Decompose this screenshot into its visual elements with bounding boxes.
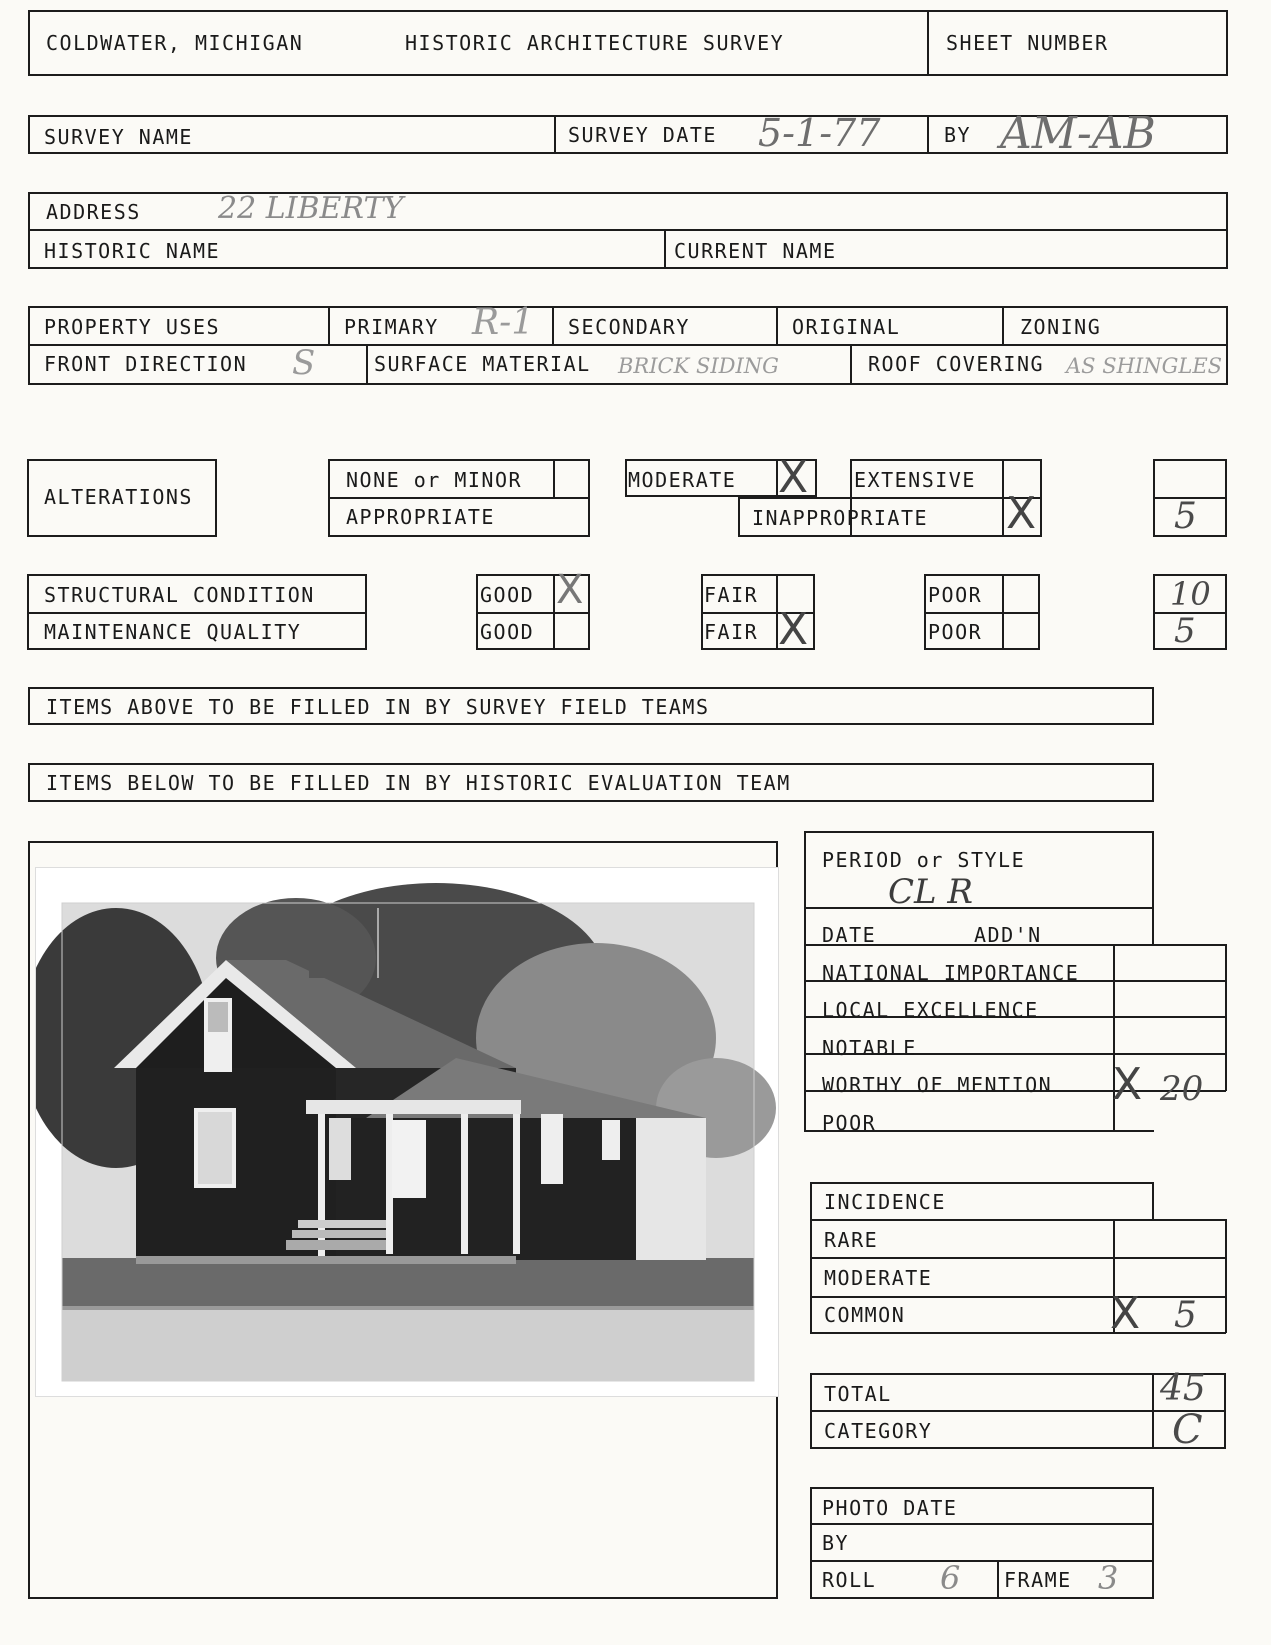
good-check-div (553, 574, 555, 650)
alterations-label: ALTERATIONS (44, 485, 193, 509)
photo-info-row-1 (810, 1523, 1154, 1525)
incidence-label-right (1152, 1182, 1154, 1220)
frame-label: FRAME (1004, 1568, 1072, 1592)
totals-mid (810, 1410, 1226, 1412)
survey-row-div1 (554, 115, 556, 153)
eval-score-right (1225, 944, 1227, 1091)
moderate-label: MODERATE (628, 468, 737, 492)
roll-value: 6 (940, 1559, 961, 1597)
survey-date-value: 5-1-77 (758, 111, 881, 155)
extensive-label: EXTENSIVE (854, 468, 976, 492)
note-above-right (1152, 687, 1154, 724)
poor-check-div (1002, 574, 1004, 650)
alter-left-mid (328, 497, 590, 499)
address-name-divider (664, 229, 666, 267)
survey-row-div2 (927, 115, 929, 153)
note-above-top (28, 687, 1154, 689)
property-bottom (28, 383, 1228, 385)
total-value: 45 (1160, 1368, 1206, 1409)
frame-value: 3 (1098, 1559, 1119, 1597)
secondary-label: SECONDARY (568, 315, 690, 339)
primary-value: R-1 (472, 302, 535, 343)
incidence-top (810, 1182, 1154, 1184)
period-label: PERIOD or STYLE (822, 848, 1026, 872)
surface-material-label: SURFACE MATERIAL (374, 352, 591, 376)
eval-poor-label: POOR (822, 1111, 877, 1135)
survey-name-label: SURVEY NAME (44, 125, 193, 149)
period-top (804, 831, 1154, 833)
period-bottom (804, 907, 1154, 909)
property-div-original (776, 306, 778, 344)
local-excellence-label: LOCAL EXCELLENCE (822, 998, 1039, 1022)
address-value: 22 LIBERTY (218, 191, 404, 226)
moderate-check-mark: X (778, 452, 809, 503)
original-label: ORIGINAL (792, 315, 901, 339)
alterations-score: 5 (1174, 496, 1197, 537)
property-div-secondary (552, 306, 554, 344)
primary-label: PRIMARY (344, 315, 439, 339)
incidence-left (810, 1182, 812, 1333)
incidence-moderate-label: MODERATE (824, 1266, 933, 1290)
property-uses-label: PROPERTY USES (44, 315, 221, 339)
address-top (28, 192, 1228, 194)
fair-structural-label: FAIR (704, 583, 759, 607)
zoning-label: ZONING (1020, 315, 1102, 339)
address-label: ADDRESS (46, 200, 141, 224)
current-name-label: CURRENT NAME (674, 239, 837, 263)
sheet-number-label: SHEET NUMBER (946, 31, 1109, 55)
address-left (28, 192, 30, 268)
worthy-check-mark: X (1112, 1059, 1143, 1110)
house-photo (36, 868, 778, 1396)
good-maintenance-label: GOOD (480, 620, 535, 644)
addn-label: ADD'N (974, 923, 1042, 947)
roof-covering-label: ROOF COVERING (868, 352, 1045, 376)
common-label: COMMON (824, 1303, 906, 1327)
note-below-text: ITEMS BELOW TO BE FILLED IN BY HISTORIC EVALUATION TEAM (46, 771, 791, 795)
incidence-score-right (1225, 1219, 1227, 1333)
incidence-row-3 (810, 1296, 1226, 1298)
roll-label: ROLL (822, 1568, 877, 1592)
photo-frame-left (28, 841, 30, 1599)
survey-date-label: SURVEY DATE (568, 123, 717, 147)
photo-frame-top (28, 841, 778, 843)
condition-label-mid (27, 612, 367, 614)
inappropriate-check-mark: X (1006, 488, 1037, 539)
poor-structural-label: POOR (928, 583, 983, 607)
photo-info-roll-div (997, 1560, 999, 1599)
eval-row-1 (804, 944, 1226, 946)
property-div-primary (328, 306, 330, 344)
note-above-left (28, 687, 30, 724)
survey-by-label: BY (944, 123, 972, 147)
address-mid (28, 229, 1228, 231)
category-label: CATEGORY (824, 1419, 933, 1443)
note-below-right (1152, 763, 1154, 801)
inappropriate-label: INAPPROPRIATE (752, 506, 929, 530)
photo-date-label: PHOTO DATE (822, 1496, 958, 1520)
worthy-of-mention-label: WORTHY OF MENTION (822, 1073, 1053, 1097)
front-direction-value: S (292, 343, 316, 383)
property-right (1226, 306, 1228, 384)
common-score: 5 (1174, 1295, 1197, 1336)
period-value: CL R (888, 872, 973, 912)
note-above-text: ITEMS ABOVE TO BE FILLED IN BY SURVEY FIELD TEAMS (46, 695, 710, 719)
maintenance-quality-label: MAINTENANCE QUALITY (44, 620, 302, 644)
worthy-score: 20 (1160, 1069, 1204, 1109)
property-left (28, 306, 30, 384)
date-right (1152, 907, 1154, 944)
total-label: TOTAL (824, 1382, 892, 1406)
incidence-row-2 (810, 1257, 1226, 1259)
common-check-mark: X (1110, 1288, 1141, 1339)
city-title: COLDWATER, MICHIGAN (46, 31, 304, 55)
historic-name-label: HISTORIC NAME (44, 239, 221, 263)
incidence-label: INCIDENCE (824, 1190, 946, 1214)
survey-row-right (1226, 115, 1228, 153)
incidence-row-4 (810, 1332, 1226, 1334)
note-below-top (28, 763, 1154, 765)
structural-condition-label: STRUCTURAL CONDITION (44, 583, 315, 607)
eval-date-label: DATE (822, 923, 877, 947)
maintenance-score: 5 (1174, 611, 1196, 651)
property-top (28, 306, 1228, 308)
poor-mid (924, 612, 1040, 614)
fair-maintenance-check: X (778, 604, 809, 655)
property-div-surface (366, 344, 368, 383)
poor-maintenance-label: POOR (928, 620, 983, 644)
front-direction-label: FRONT DIRECTION (44, 352, 248, 376)
photo-frame-bottom (28, 1597, 778, 1599)
fair-maintenance-label: FAIR (704, 620, 759, 644)
good-structural-check: X (556, 567, 584, 613)
national-importance-label: NATIONAL IMPORTANCE (822, 961, 1080, 985)
incidence-row-1 (810, 1219, 1226, 1221)
note-below-left (28, 763, 30, 801)
alter-left-check-div (553, 459, 555, 497)
survey-by-value: AM-AB (1000, 108, 1156, 159)
appropriate-label: APPROPRIATE (346, 505, 495, 529)
header-divider (927, 10, 929, 76)
notable-label: NOTABLE (822, 1036, 917, 1060)
property-mid (28, 344, 1228, 346)
survey-row-left (28, 115, 30, 153)
roof-covering-value: AS SHINGLES (1066, 354, 1223, 378)
house-photo-image (36, 868, 778, 1396)
none-minor-label: NONE or MINOR (346, 468, 523, 492)
totals-divider (1152, 1373, 1154, 1449)
address-bottom (28, 267, 1228, 269)
address-right (1226, 192, 1228, 268)
property-div-roof (850, 344, 852, 383)
rare-label: RARE (824, 1228, 879, 1252)
period-right (1152, 831, 1154, 907)
structural-score: 10 (1170, 575, 1211, 613)
good-structural-label: GOOD (480, 583, 535, 607)
category-value: C (1172, 1407, 1203, 1453)
form-title: HISTORIC ARCHITECTURE SURVEY (405, 31, 785, 55)
note-above-bottom (28, 723, 1154, 725)
property-div-zoning (1002, 306, 1004, 344)
photo-by-label: BY (822, 1531, 850, 1555)
surface-material-value: BRICK SIDING (618, 354, 779, 378)
note-below-bottom (28, 800, 1154, 802)
